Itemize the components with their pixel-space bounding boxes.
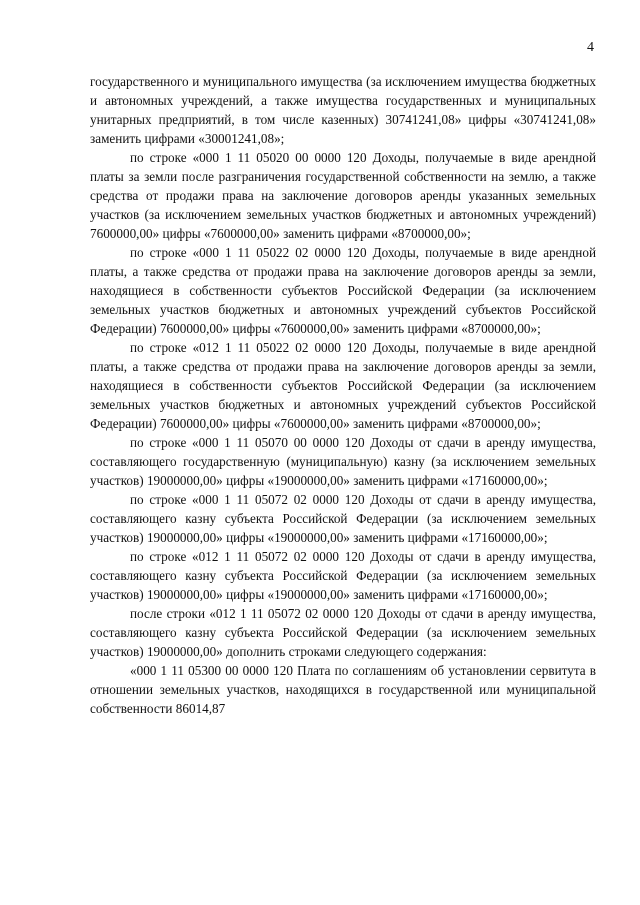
page-number: 4 [587,40,594,55]
paragraph-2: по строке «000 1 11 05020 00 0000 120 Доходы, получаемые в виде арендной платы за земли после разграничения государственной собственности на землю, а также средства от продажи права на заключение договоров аренды указанных земельных участков (за исключением земельных участков бюджетных и автономных учреждений) 7600000,00» цифры «7600000,00» заменить цифрами «8700000,00»; [90,150,596,241]
paragraph-1: государственного и муниципального имущества (за исключением имущества бюджетных и автономных учреждений, а также имущества государственных и муниципальных унитарных предприятий, в том числе казенных) 30741241,08» цифры «30741241,08» заменить цифрами «30001241,08»; [90,74,596,146]
paragraph-7: по строке «012 1 11 05072 02 0000 120 Доходы от сдачи в аренду имущества, составляющего казну субъекта Российской Федерации (за исключением земельных участков) 19000000,00» цифры «19000000,00» заменить цифрами «17160000,00»; [90,549,596,602]
document-body [90,72,596,718]
paragraph-9: «000 1 11 05300 00 0000 120 Плата по соглашениям об установлении сервитута в отношении земельных участков, находящихся в государственной или муниципальной собственности 86014,87 [90,663,596,716]
paragraph-5: по строке «000 1 11 05070 00 0000 120 Доходы от сдачи в аренду имущества, составляющего государственную (муниципальную) казну (за исключением земельных участков) 19000000,00» цифры «19000000,00» заменить цифрами «17160000,00»; [90,435,596,488]
paragraph-4: по строке «012 1 11 05022 02 0000 120 Доходы, получаемые в виде арендной платы, а также средства от продажи права на заключение договоров аренды за земли, находящиеся в собственности субъектов Российской Федерации (за исключением земельных участков бюджетных и автономных учреждений субъектов Российской Федерации) 7600000,00» цифры «7600000,00» заменить цифрами «8700000,00»; [90,340,596,431]
paragraph-8: после строки «012 1 11 05072 02 0000 120 Доходы от сдачи в аренду имущества, составляющего казну субъекта Российской Федерации (за исключением земельных участков) 19000000,00» дополнить строками следующего содержания: [90,606,596,659]
paragraph-3: по строке «000 1 11 05022 02 0000 120 Доходы, получаемые в виде арендной платы, а также средства от продажи права на заключение договоров аренды за земли, находящиеся в собственности субъектов Российской Федерации (за исключением земельных участков бюджетных и автономных учреждений субъектов Российской Федерации) 7600000,00» цифры «7600000,00» заменить цифрами «8700000,00»; [90,245,596,336]
paragraph-6: по строке «000 1 11 05072 02 0000 120 Доходы от сдачи в аренду имущества, составляющего казну субъекта Российской Федерации (за исключением земельных участков) 19000000,00» цифры «19000000,00» заменить цифрами «17160000,00»; [90,492,596,545]
